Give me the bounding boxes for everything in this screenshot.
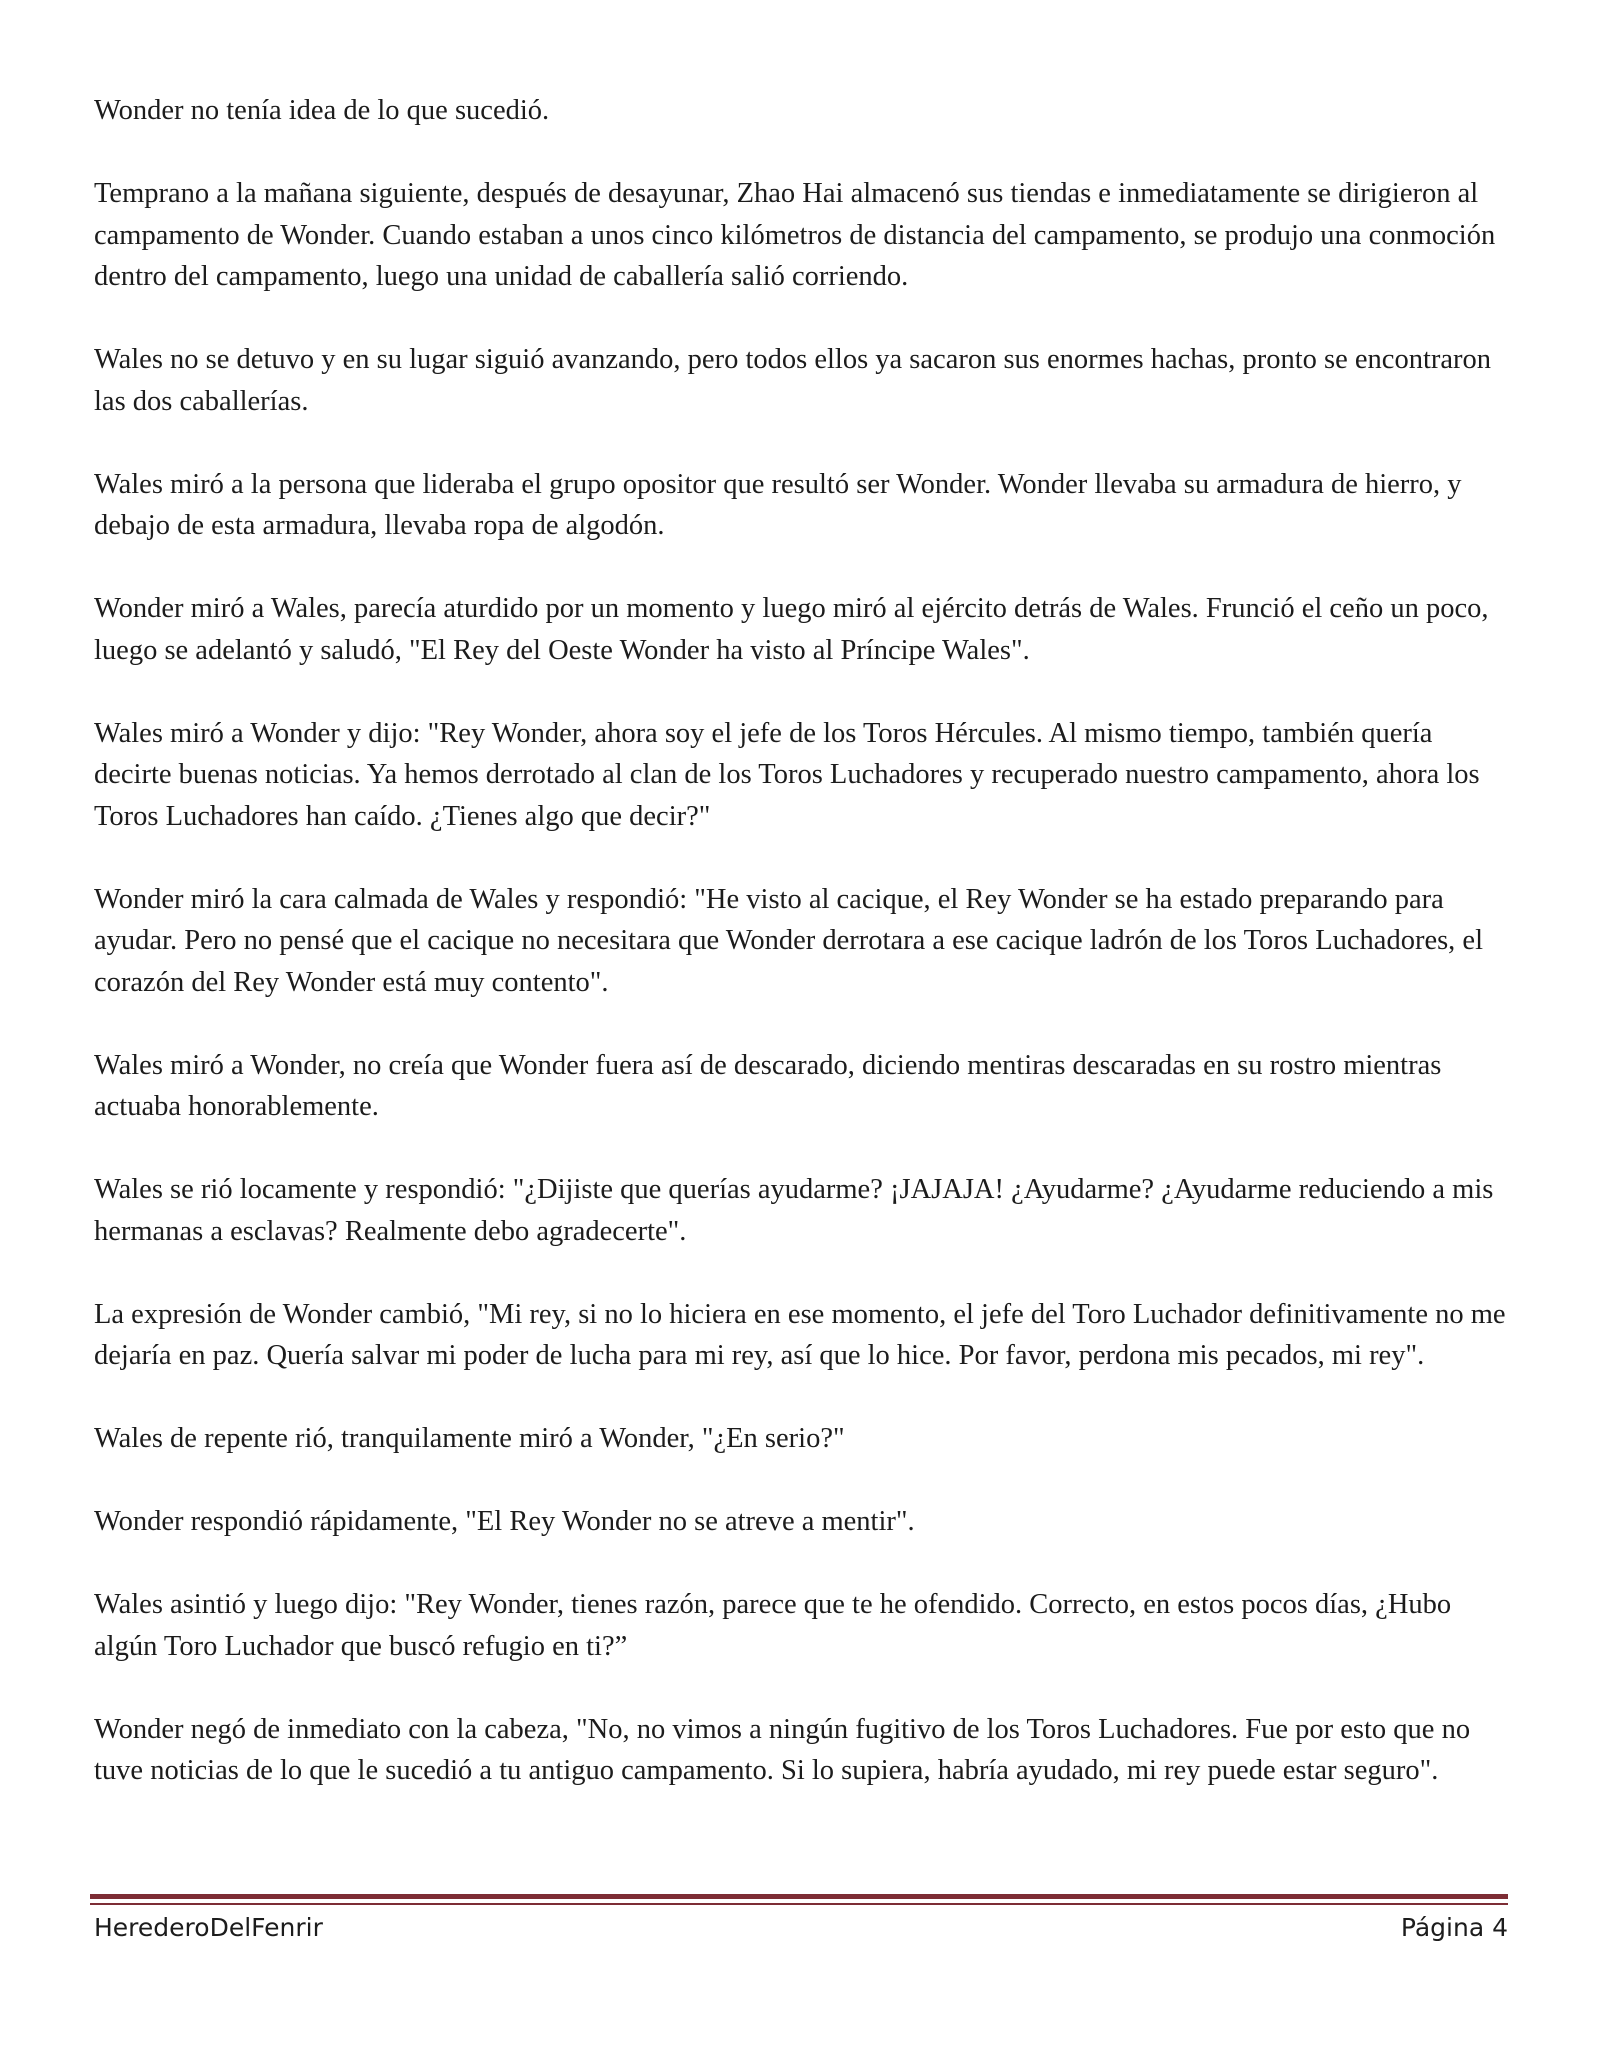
paragraph-12: Wonder respondió rápidamente, "El Rey Wonder no se atreve a mentir". xyxy=(94,1506,915,1537)
paragraph-4: Wales miró a la persona que lideraba el grupo opositor que resultó ser Wonder. Wonder llevaba su armadura de hierro, y debajo de esta armadura, llevaba ropa de algodón. xyxy=(94,468,1462,541)
paragraph-8: Wales miró a Wonder, no creía que Wonder fuera así de descarado, diciendo mentiras descaradas en su rostro mientras actuaba honorablemente. xyxy=(94,1049,1442,1122)
paragraph-13: Wales asintió y luego dijo: "Rey Wonder, tienes razón, parece que te he ofendido. Correcto, en estos pocos días, ¿Hubo algún Toro Luchador que buscó refugio en ti?” xyxy=(94,1589,1452,1662)
page-footer xyxy=(94,1911,1508,1945)
page-number: Página 4 xyxy=(1400,1913,1508,1942)
paragraph-14: Wonder negó de inmediato con la cabeza, "No, no vimos a ningún fugitivo de los Toros Luchadores. Fue por esto que no tuve noticias de lo que le sucedió a tu antiguo campamento. Si lo supiera, habría ayudado, mi rey puede estar seguro". xyxy=(94,1713,1471,1786)
paragraph-10: La expresión de Wonder cambió, "Mi rey, si no lo hiciera en ese momento, el jefe del Toro Luchador definitivamente no me dejaría en paz. Quería salvar mi poder de lucha para mi rey, así que lo hice. Por favor, perdona mis pecados, mi rey". xyxy=(94,1298,1506,1371)
footer-author: HerederoDelFenrir xyxy=(94,1913,323,1942)
footer-divider-thin xyxy=(90,1903,1508,1905)
paragraph-5: Wonder miró a Wales, parecía aturdido por un momento y luego miró al ejército detrás de Wales. Frunció el ceño un poco, luego se adelantó y saludó, "El Rey del Oeste Wonder ha visto al Príncipe Wales". xyxy=(94,593,1489,666)
paragraph-9: Wales se rió locamente y respondió: "¿Dijiste que querías ayudarme? ¡JAJAJA! ¿Ayudarme? ¿Ayudarme reduciendo a mis hermanas a esclavas? Realmente debo agradecerte". xyxy=(94,1174,1494,1247)
paragraph-7: Wonder miró la cara calmada de Wales y respondió: "He visto al cacique, el Rey Wonder se ha estado preparando para ayudar. Pero no pensé que el cacique no necesitara que Wonder derrotara a ese cacique ladrón de los Toros Luchadores, el corazón del Rey Wonder está muy contento". xyxy=(94,883,1483,998)
paragraph-11: Wales de repente rió, tranquilamente miró a Wonder, "¿En serio?" xyxy=(94,1423,845,1454)
paragraph-6: Wales miró a Wonder y dijo: "Rey Wonder, ahora soy el jefe de los Toros Hércules. Al mismo tiempo, también quería decirte buenas noticias. Ya hemos derrotado al clan de los Toros Luchadores y recuperado nuestro campamento, ahora los Toros Luchadores han caído. ¿Tienes algo que decir?" xyxy=(94,717,1480,832)
paragraph-3: Wales no se detuvo y en su lugar siguió avanzando, pero todos ellos ya sacaron sus enormes hachas, pronto se encontraron las dos caballerías. xyxy=(94,344,1491,417)
paragraph-2: Temprano a la mañana siguiente, después de desayunar, Zhao Hai almacenó sus tiendas e inmediatamente se dirigieron al campamento de Wonder. Cuando estaban a unos cinco kilómetros de distancia del campamento, se produjo una conmoción dentro del campamento, luego una unidad de caballería salió corriendo. xyxy=(94,178,1496,292)
footer-divider-thick xyxy=(90,1894,1508,1899)
body-text xyxy=(94,90,1514,1833)
paragraph-1: Wonder no tenía idea de lo que sucedió. xyxy=(94,95,550,126)
